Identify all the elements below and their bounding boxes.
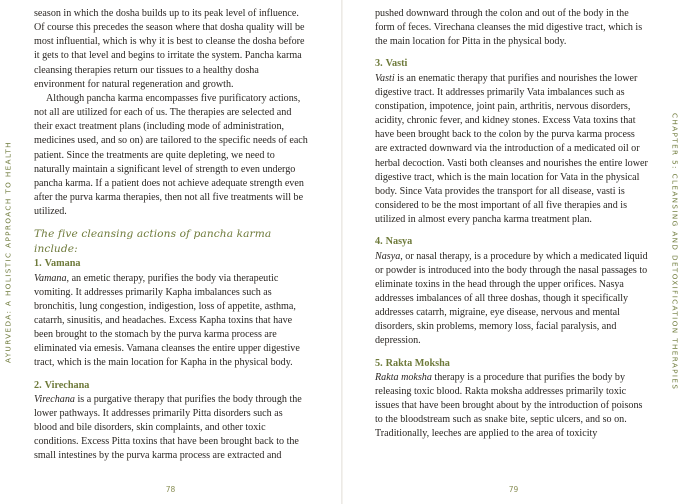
left-paragraph-2: Although pancha karma encompasses five purificatory actions, not all are utilized for each of us. The therapies are selected and their exact treatment plans (including mode of administration, medicines used, and so on) are tailored to the specific needs of each patient. Since the treatments are quite depleting, we need to naturally maintain a significant level of strength to even undergo pancha karma. If a patient does not achieve adequate strength even after the purva karma therapies, then not all five treatments will be utilized.: [34, 92, 308, 218]
left-text-column: [34, 7, 308, 464]
section-term: Nasya: [375, 250, 401, 262]
section-heading-vamana: [34, 257, 308, 271]
section-heading-virechana: [34, 379, 308, 393]
section-term: Vasti: [375, 72, 395, 84]
right-page-number: 79: [508, 485, 519, 494]
right-paragraph-1: pushed downward through the colon and out of the body in the form of feces. Virechana cleanses the mid digestive tract, which is the main location for Pitta in the physical body.: [375, 8, 643, 48]
section-term: Virechana: [34, 393, 75, 405]
section-body-vamana: [34, 272, 308, 371]
section-title: Vasti: [385, 58, 408, 70]
section-text: is an enematic therapy that purifies and nourishes the lower digestive tract. It addresses primarily Vata imbalances such as constipation, impotence, joint pain, arthritis, nervous disorders, acidity, chronic fever, and kidney stones. Excess Vata toxins that have been brought back to the colon by the purva karma process are extracted downward via the introduction of a medicated oil or herbal decoction. Vasti both cleanses and nourishes the entire lower digestive tract, which is the main location for Vata in the physical body. Since Vata provides the transport for all disease, vasti is considered to be the most important of all five therapies and is utilized in almost every pancha karma treatment plan.: [375, 72, 648, 226]
section-body-virechana: [34, 393, 308, 464]
section-text: , or nasal therapy, is a procedure by which a medicated liquid or powder is introduced into the body through the nasal passages to eliminate toxins in the head through the upper orifices. Nasya addresses imbalances of all three doshas, though it specifically addresses catarrh, migraine, eye disease, nervous and mental disorders, skin problems, memory loss, facial paralysis, and depression.: [375, 250, 648, 347]
section-title: Nasya: [385, 236, 413, 248]
section-term: Rakta moksha: [375, 371, 432, 383]
section-intro-heading: The five cleansing actions of pancha karma include:: [34, 228, 272, 256]
section-heading-vasti: [375, 57, 648, 71]
left-page: [0, 0, 341, 504]
section-heading-rakta-moksha: [375, 357, 648, 371]
section-text: therapy is a procedure that purifies the body by releasing toxic blood. Rakta moksha addresses primarily toxic issues that have been brought about by the introduction of poisons to the bloodstream such as snake bite, septic ulcers, and so on. Traditionally, leeches are applied to the area of toxicity: [375, 371, 643, 440]
section-number: 5.: [375, 357, 383, 369]
section-heading-nasya: [375, 235, 648, 249]
section-title: Virechana: [44, 379, 90, 391]
left-running-head: AYURVEDA: A HOLISTIC APPROACH TO HEALTH: [3, 141, 13, 363]
right-running-head: CHAPTER 5: CLEANSING AND DETOXIFICATION THERAPIES: [670, 113, 680, 391]
section-body-rakta-moksha: [375, 371, 648, 442]
section-number: 1.: [34, 258, 42, 270]
section-title: Rakta Moksha: [385, 357, 450, 369]
section-title: Vamana: [44, 258, 81, 270]
section-number: 3.: [375, 58, 383, 70]
left-page-number: 78: [165, 485, 176, 494]
section-text: is a purgative therapy that purifies the body through the lower pathways. It addresses primarily Pitta disorders such as blood and bile disorders, skin complaints, and other toxic conditions. Excess Pitta toxins that have been brought back to the small intestines by the purva karma process are extracted and: [34, 393, 302, 462]
section-body-vasti: [375, 72, 648, 228]
section-term: Vamana: [34, 272, 67, 284]
section-number: 2.: [34, 379, 42, 391]
section-text: , an emetic therapy, purifies the body via therapeutic vomiting. It addresses primarily Kapha imbalances such as bronchitis, lung congestion, indigestion, loss of appetite, asthma, catarrh, sinusitis, and headaches. Excess Kapha toxins that have been brought to the stomach by the purva karma process are eliminated via emesis. Vamana cleanses the entire upper digestive tract, which is the main location for Kapha in the physical body.: [34, 272, 300, 369]
right-text-column: [375, 7, 648, 442]
left-paragraph-1: season in which the dosha builds up to its peak level of influence. Of course this precedes the season where that dosha quality will be most influential, which is why it is best to cleanse the dosha before it gets to that level and begins to irritate the system. Pancha karma cleansing therapies return our tissues to a healthy dosha environment for natural regeneration and growth.: [34, 8, 305, 90]
right-page: [343, 0, 684, 504]
section-number: 4.: [375, 236, 383, 248]
section-body-nasya: [375, 250, 648, 349]
